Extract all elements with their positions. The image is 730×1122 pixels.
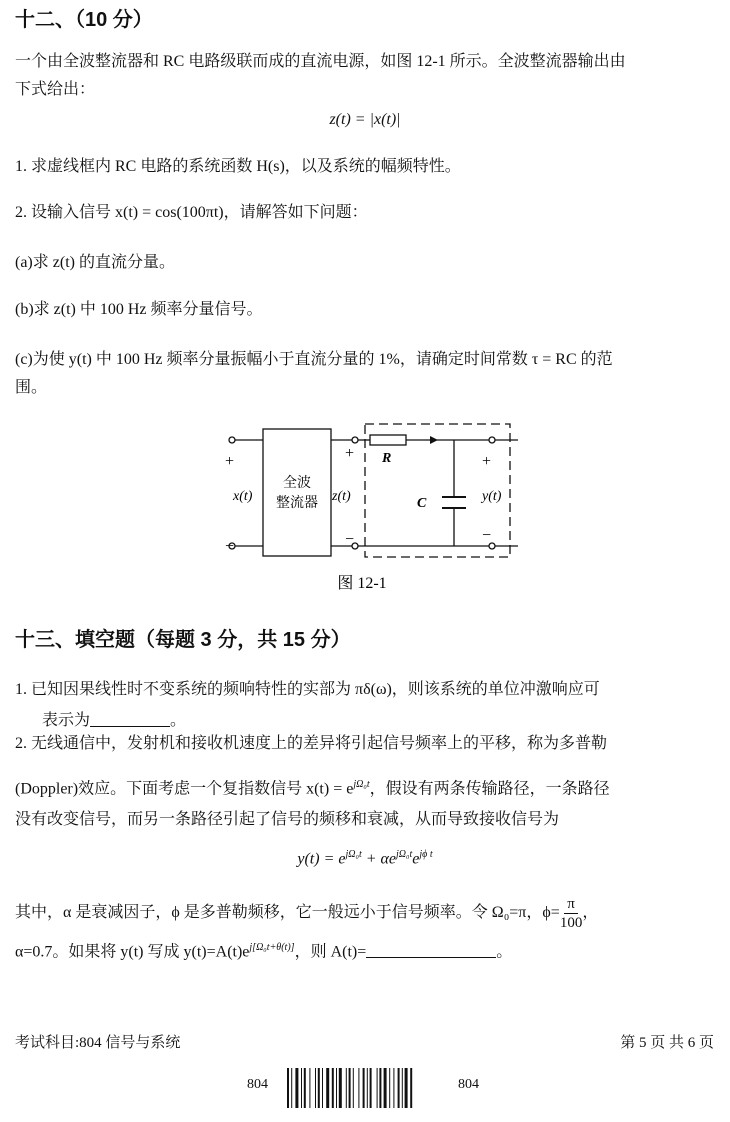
text: ， — [582, 904, 599, 922]
barcode — [287, 1068, 445, 1108]
figure-12-1-circuit — [220, 418, 520, 603]
barcode-bar — [304, 1068, 306, 1108]
z-minus: − — [345, 531, 355, 548]
numerator: π — [564, 895, 578, 914]
footer-subject: 考试科目:804 信号与系统 — [15, 1035, 181, 1051]
q13-p2-line2 — [15, 775, 610, 799]
barcode-bar — [353, 1068, 354, 1108]
barcode-bar — [393, 1068, 394, 1108]
y-plus: + — [482, 453, 492, 470]
block-label-1: 全波 — [283, 476, 311, 491]
c-label: C — [417, 496, 427, 511]
eq-exp: jΩ₀t — [396, 849, 413, 860]
text: ，假设有两条传输路径，一条路径 — [369, 780, 610, 798]
q12-item-c-line2: 围。 — [15, 379, 48, 396]
eq-part: y(t) = e — [297, 850, 346, 868]
q13-p1-label: 表示为 — [42, 712, 91, 729]
barcode-bar — [295, 1068, 298, 1108]
barcode-bar — [336, 1068, 337, 1108]
barcode-bar — [326, 1068, 329, 1108]
q13-p1-line2 — [42, 710, 186, 731]
eq-exp: jΩ₀t — [345, 849, 362, 860]
eq-part: e — [412, 850, 420, 868]
denominator: 100 — [559, 915, 583, 931]
q13-p2-line3: 没有改变信号，而另一条路径引起了信号的频移和衰减，从而导致接收信号为 — [15, 811, 560, 828]
y-label: y(t) — [482, 489, 502, 504]
barcode-bar — [379, 1068, 381, 1108]
barcode-bar — [291, 1068, 292, 1108]
barcode-bar — [358, 1068, 359, 1108]
text: (Doppler)效应。下面考虑一个复指数信号 x(t) = e — [15, 780, 354, 798]
answer-blank-2[interactable] — [366, 941, 496, 958]
barcode-right-label: 804 — [458, 1077, 479, 1092]
q13-p2-line4 — [15, 895, 598, 932]
barcode-bar — [384, 1068, 387, 1108]
footer-page: 第 5 页 共 6 页 — [620, 1035, 714, 1051]
z-plus: + — [345, 445, 355, 462]
barcode-bar — [370, 1068, 372, 1108]
q13-equation — [0, 845, 730, 869]
barcode-bar — [315, 1068, 316, 1108]
barcode-bar — [309, 1068, 310, 1108]
barcode-bar — [398, 1068, 400, 1108]
barcode-bar — [377, 1068, 378, 1108]
answer-blank-1[interactable] — [90, 710, 170, 727]
q12-item-c-line1: (c)为使 y(t) 中 100 Hz 频率分量振幅小于直流分量的 1%，请确定时间常数 τ = RC 的范 — [15, 351, 613, 368]
q13-p2-line5 — [15, 938, 512, 962]
q12-item-1: 1. 求虚线框内 RC 电路的系统函数 H(s)，以及系统的幅频特性。 — [15, 158, 461, 175]
full-wave-rectifier-block — [263, 429, 331, 556]
text: α=0.7。如果将 y(t) 写成 y(t)=A(t)e — [15, 943, 250, 961]
barcode-bar — [301, 1068, 302, 1108]
barcode-bar — [410, 1068, 412, 1108]
text: 其中，α 是衰减因子，ϕ 是多普勒频移，它一般远小于信号频率。令 Ω₀=π，ϕ= — [15, 904, 560, 922]
q13-p1-line1: 1. 已知因果线性时不变系统的频响特性的实部为 πδ(ω)，则该系统的单位冲激响应可 — [15, 681, 600, 698]
exponent: jΩ₀t — [353, 779, 370, 790]
barcode-bar — [349, 1068, 351, 1108]
input-minus: − — [225, 538, 235, 555]
text: 。 — [496, 943, 513, 961]
q12-intro-line2: 下式给出： — [15, 81, 96, 98]
r-label: R — [382, 451, 392, 466]
input-terminal-top — [229, 437, 235, 443]
q13-p1-end: 。 — [170, 712, 187, 729]
barcode-bar — [405, 1068, 408, 1108]
eq-exp: jϕ t — [419, 849, 433, 860]
barcode-bar — [322, 1068, 323, 1108]
barcode-bar — [363, 1068, 365, 1108]
resistor — [370, 435, 406, 445]
barcode-bar — [402, 1068, 403, 1108]
q12-item-a: (a)求 z(t) 的直流分量。 — [15, 254, 175, 271]
y-minus: − — [482, 527, 492, 544]
text: ，则 A(t)= — [294, 943, 367, 961]
exponent: j[Ω₀t+θ(t)] — [249, 942, 295, 953]
barcode-bar — [339, 1068, 342, 1108]
barcode-left-label: 804 — [247, 1077, 268, 1092]
figure-caption: 图 12-1 — [337, 575, 387, 592]
barcode-bar — [346, 1068, 347, 1108]
q12-title: 十二、（10 分） — [15, 9, 153, 31]
q12-intro-line1: 一个由全波整流器和 RC 电路级联而成的直流电源，如图 12-1 所示。全波整流器输出由 — [15, 53, 626, 70]
q12-item-2: 2. 设输入信号 x(t) = cos(100πt)，请解答如下问题： — [15, 204, 368, 221]
barcode-bar — [287, 1068, 289, 1108]
eq-part: + αe — [361, 850, 397, 868]
q13-p2-line1: 2. 无线通信中，发射机和接收机速度上的差异将引起信号频率上的平移，称为多普勒 — [15, 735, 608, 752]
barcode-bar — [332, 1068, 334, 1108]
barcode-bar — [367, 1068, 368, 1108]
x-label: x(t) — [233, 489, 253, 504]
barcode-bar — [318, 1068, 320, 1108]
barcode-bar — [389, 1068, 390, 1108]
fraction — [560, 895, 583, 932]
z-label: z(t) — [332, 489, 351, 504]
block-label-2: 整流器 — [276, 496, 318, 511]
q13-title: 十三、填空题（每题 3 分，共 15 分） — [15, 629, 351, 651]
current-arrow-icon — [430, 436, 438, 444]
input-plus: + — [225, 453, 235, 470]
q12-item-b: (b)求 z(t) 中 100 Hz 频率分量信号。 — [15, 301, 263, 318]
q12-formula: z(t) = |x(t)| — [329, 111, 401, 128]
